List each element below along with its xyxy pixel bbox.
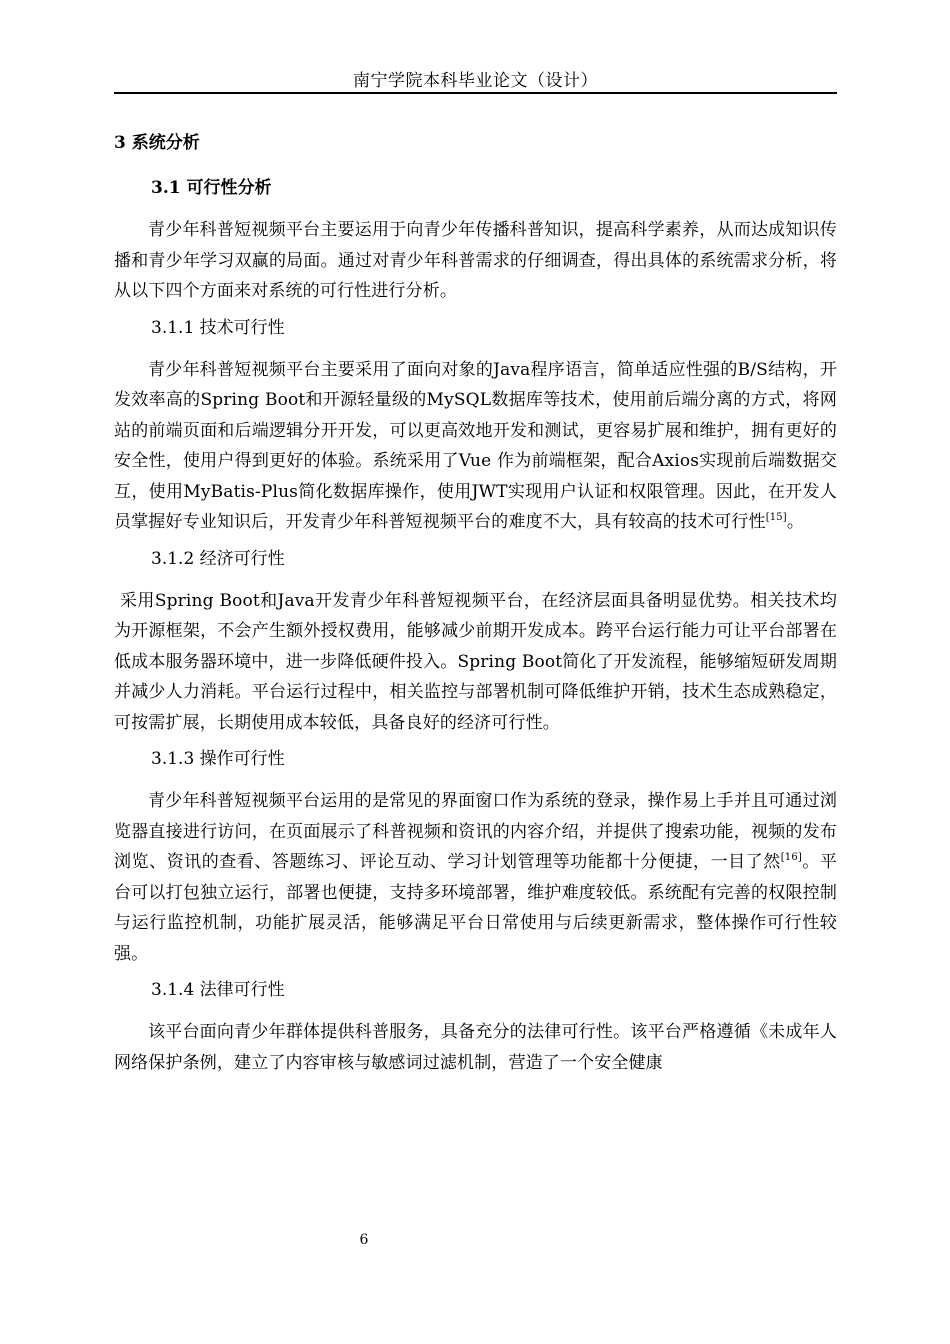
citation-15: [15] <box>765 512 787 523</box>
heading-3-1-4: 3.1.4 法律可行性 <box>151 980 285 1000</box>
citation-16: [16] <box>780 852 802 863</box>
section-heading: 3 系统分析 <box>114 133 200 153</box>
paragraph-3-1-4: 该平台面向青少年群体提供科普服务，具备充分的法律可行性。该平台严格遵循《未成年人网络保护条例，建立了内容审核与敏感词过滤机制，营造了一个安全健康 <box>114 1022 837 1073</box>
body-text <box>114 128 837 1084</box>
heading-3-1-1: 3.1.1 技术可行性 <box>151 317 285 338</box>
running-header: 南宁学院本科毕业论文（设计） <box>353 71 598 91</box>
heading-3-1-3: 3.1.3 操作可行性 <box>151 749 285 769</box>
intro-paragraph: 青少年科普短视频平台主要运用于向青少年传播科普知识，提高科学素养，从而达成知识传播和青少年学习双赢的局面。通过对青少年科普需求的仔细调查，得出具体的系统需求分析，将从以下四个方面来对系统的可行性进行分析。 <box>114 220 837 301</box>
paragraph-3-1-3-text-a: 青少年科普短视频平台运用的是常见的界面窗口作为系统的登录，操作易上手并且可通过浏览器直接进行访问，在页面展示了科普视频和资讯的内容介绍，并提供了搜索功能，视频的发布浏览、资讯的查看、答题练习、评论互动、学习计划管理等功能都十分便捷，一目了然 <box>114 791 837 872</box>
subsection-heading: 3.1 可行性分析 <box>151 178 272 198</box>
paragraph-3-1-1-text: 青少年科普短视频平台主要采用了面向对象的Java程序语言，简单适应性强的B/S结构，开发效率高的Spring Boot和开源轻量级的MySQL数据库等技术，使用前后端分离的方式，将网站的前端页面和后端逻辑分开开发，可以更高效地开发和测试，更容易扩展和维护，拥有更好的安全性，使用户得到更好的体验。系统采用了Vue 作为前端框架，配合Axios实现前后端数据交互，使用MyBatis-Plus简化数据库操作，使用JWT实现用户认证和权限管理。因此，在开发人员掌握好专业知识后，开发青少年科普短视频平台的难度不大，具有较高的技术可行性 <box>114 359 837 532</box>
header-rule <box>114 92 837 94</box>
paragraph-3-1-1 <box>114 355 837 538</box>
paragraph-3-1-3-text-b: 。平台可以打包独立运行，部署也便捷，支持多环境部署，维护难度较低。系统配有完善的权限控制与运行监控机制，功能扩展灵活，能够满足平台日常使用与后续更新需求，整体操作可行性较强。 <box>114 852 837 964</box>
heading-3-1-2: 3.1.2 经济可行性 <box>151 548 285 569</box>
page-number: 6 <box>359 1232 369 1248</box>
paragraph-3-1-1-end: 。 <box>786 512 804 532</box>
paragraph-3-1-3 <box>114 786 837 969</box>
paragraph-3-1-2: 采用Spring Boot和Java开发青少年科普短视频平台，在经济层面具备明显优势。相关技术均为开源框架，不会产生额外授权费用，能够减少前期开发成本。跨平台运行能力可让平台部署在低成本服务器环境中，进一步降低硬件投入。Spring Boot简化了开发流程，能够缩短研发周期并减少人力消耗。平台运行过程中，相关监控与部署机制可降低维护开销，技术生态成熟稳定，可按需扩展，长期使用成本较低，具备良好的经济可行性。 <box>114 590 837 733</box>
